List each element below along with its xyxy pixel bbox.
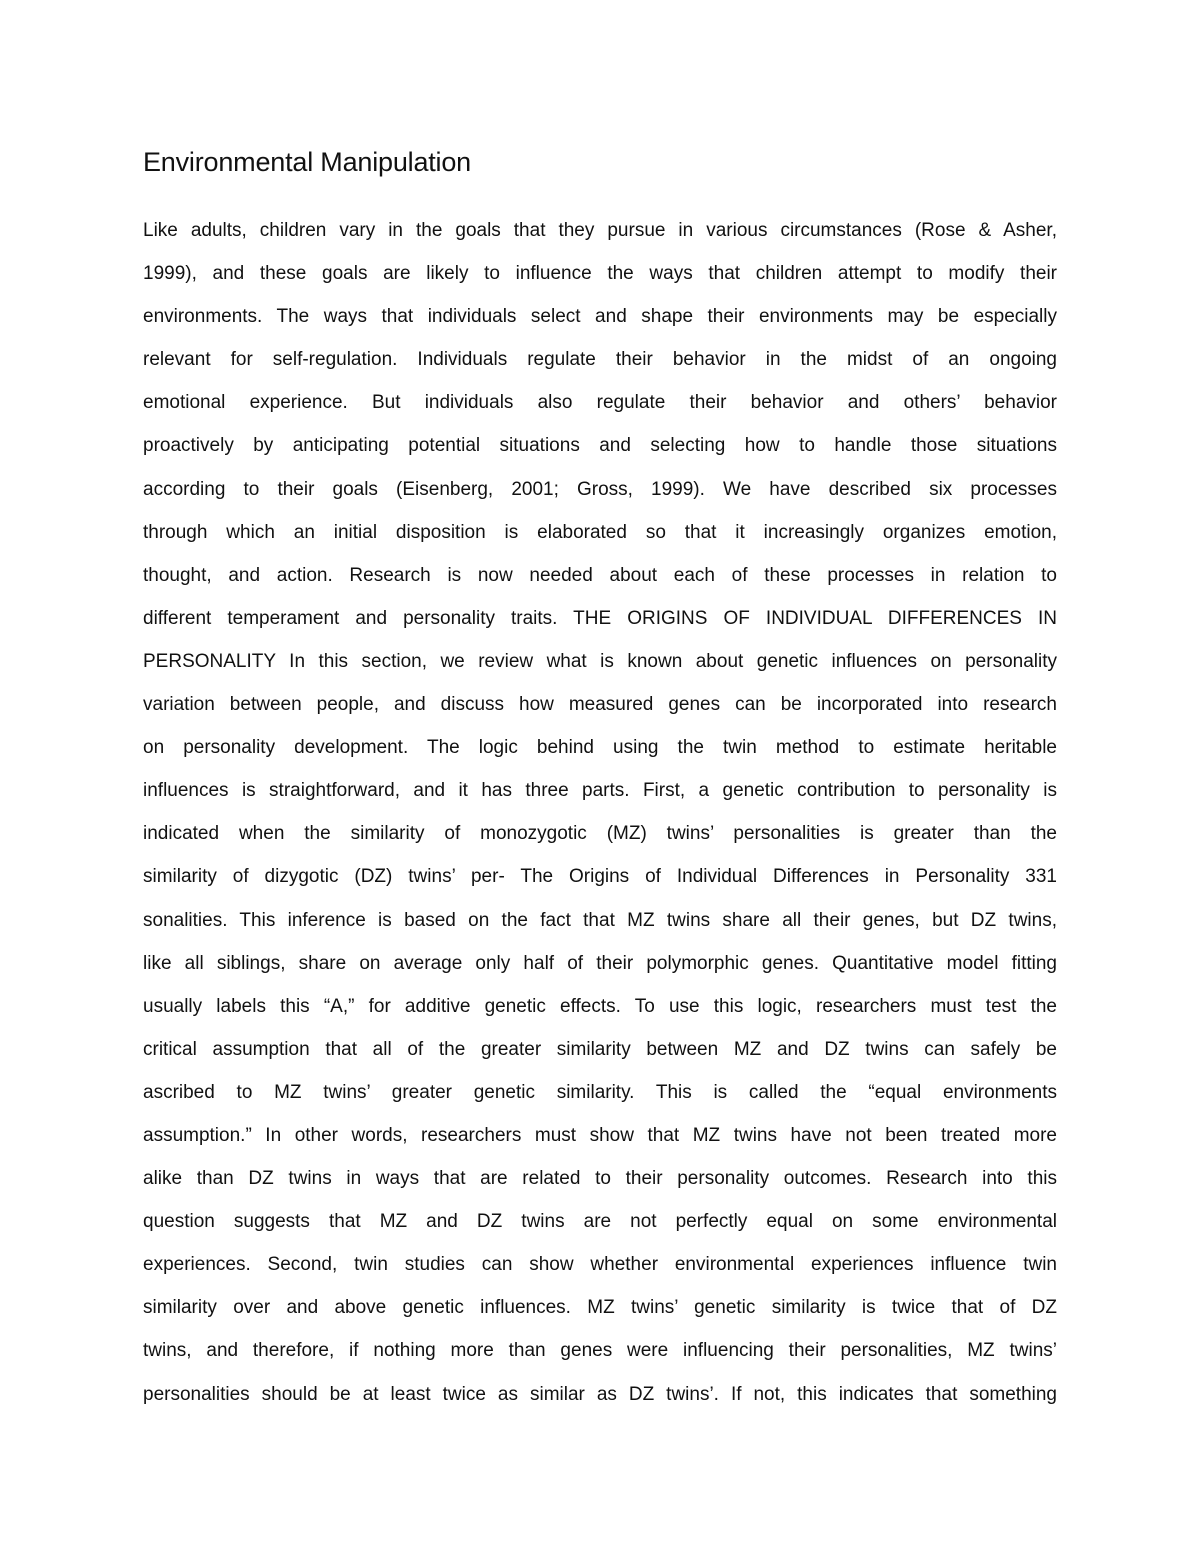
text-line: emotional experience. But individuals also regulate their behavior and others’ behavior — [143, 392, 1057, 414]
text-line: 1999), and these goals are likely to influence the ways that children attempt to modify their — [143, 263, 1057, 285]
body-paragraph — [143, 209, 1057, 1416]
text-line: on personality development. The logic behind using the twin method to estimate heritable — [143, 737, 1057, 759]
text-line: through which an initial disposition is elaborated so that it increasingly organizes emotion, — [143, 521, 1057, 543]
text-line: proactively by anticipating potential situations and selecting how to handle those situations — [143, 435, 1057, 457]
text-line: different temperament and personality traits. THE ORIGINS OF INDIVIDUAL DIFFERENCES IN — [143, 607, 1057, 629]
text-line: thought, and action. Research is now needed about each of these processes in relation to — [143, 564, 1057, 586]
text-line: influences is straightforward, and it has three parts. First, a genetic contribution to personality is — [143, 780, 1057, 802]
text-line: environments. The ways that individuals select and shape their environments may be especially — [143, 306, 1057, 328]
text-line: variation between people, and discuss how measured genes can be incorporated into research — [143, 694, 1057, 716]
text-line: question suggests that MZ and DZ twins are not perfectly equal on some environmental — [143, 1211, 1057, 1233]
text-line: assumption.” In other words, researchers must show that MZ twins have not been treated more — [143, 1124, 1057, 1146]
text-line: ascribed to MZ twins’ greater genetic similarity. This is called the “equal environments — [143, 1081, 1057, 1103]
text-line: usually labels this “A,” for additive genetic effects. To use this logic, researchers must test the — [143, 995, 1057, 1017]
text-line: Like adults, children vary in the goals that they pursue in various circumstances (Rose & Asher, — [143, 220, 1057, 241]
text-line: personalities should be at least twice as similar as DZ twins’. If not, this indicates that something — [143, 1383, 1057, 1405]
text-line: like all siblings, share on average only half of their polymorphic genes. Quantitative model fitting — [143, 952, 1057, 974]
text-line: experiences. Second, twin studies can show whether environmental experiences influence twin — [143, 1254, 1057, 1276]
text-line: according to their goals (Eisenberg, 2001; Gross, 1999). We have described six processes — [143, 478, 1057, 500]
text-line: similarity of dizygotic (DZ) twins’ per- The Origins of Individual Differences in Personality 331 — [143, 866, 1057, 888]
text-line: similarity over and above genetic influences. MZ twins’ genetic similarity is twice that of DZ — [143, 1297, 1057, 1319]
text-line: alike than DZ twins in ways that are related to their personality outcomes. Research into this — [143, 1168, 1057, 1190]
text-line: relevant for self-regulation. Individuals regulate their behavior in the midst of an ongoing — [143, 349, 1057, 371]
text-line: indicated when the similarity of monozygotic (MZ) twins’ personalities is greater than the — [143, 823, 1057, 845]
text-line: PERSONALITY In this section, we review what is known about genetic influences on personality — [143, 650, 1057, 672]
text-line: critical assumption that all of the greater similarity between MZ and DZ twins can safely be — [143, 1038, 1057, 1060]
section-heading: Environmental Manipulation — [143, 147, 471, 177]
text-line: sonalities. This inference is based on the fact that MZ twins share all their genes, but DZ twins, — [143, 909, 1057, 931]
text-line: twins, and therefore, if nothing more than genes were influencing their personalities, MZ twins’ — [143, 1340, 1057, 1362]
